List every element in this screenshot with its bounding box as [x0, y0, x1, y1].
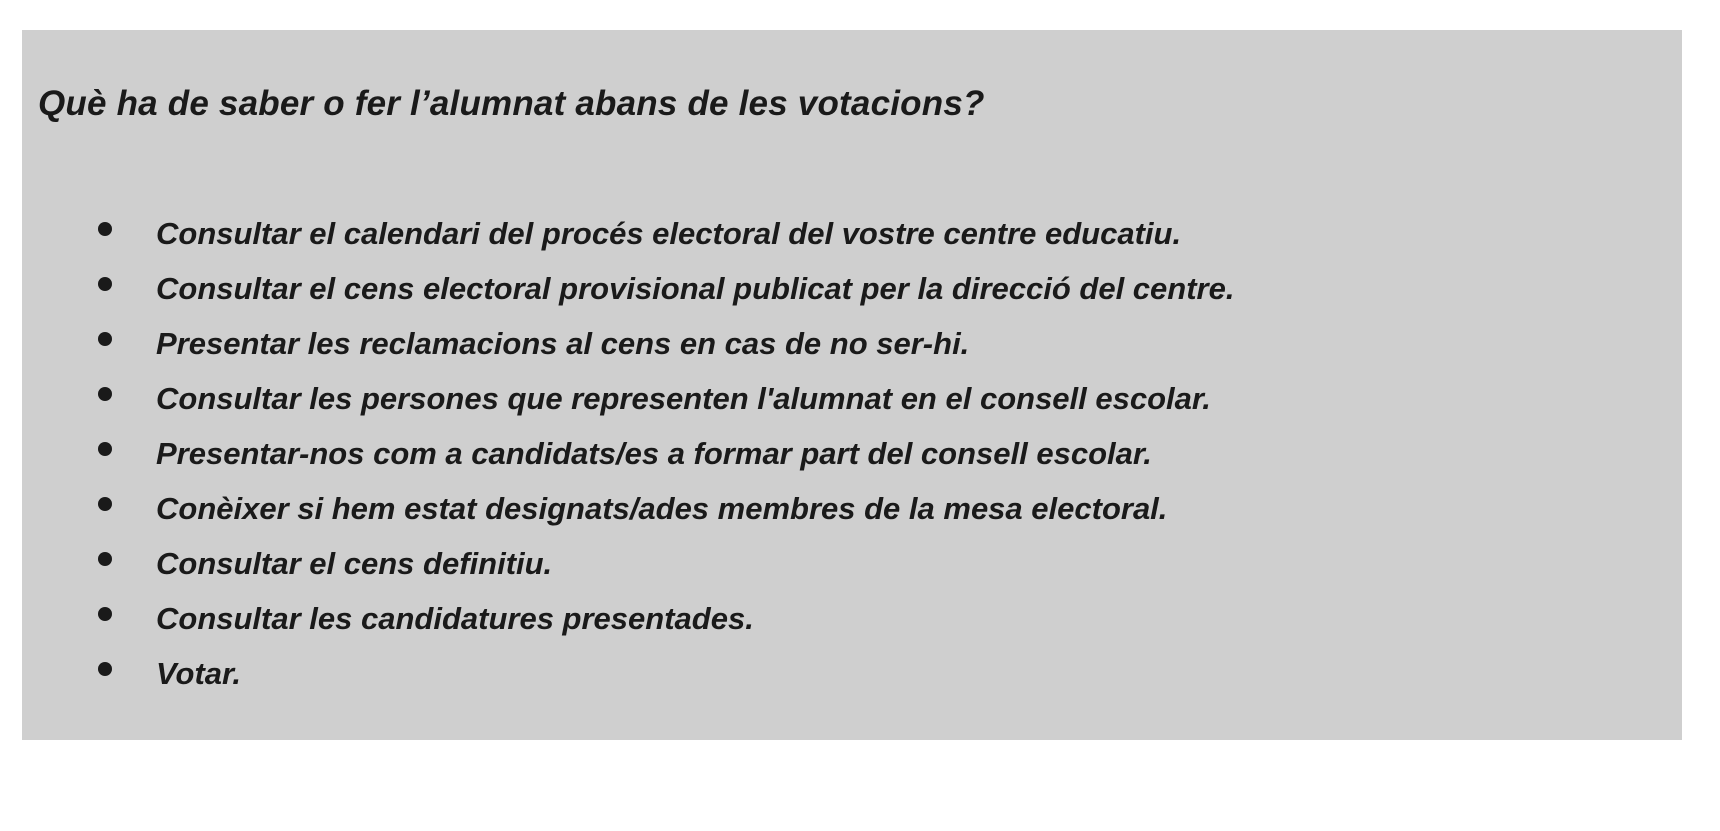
bullet-dot-icon — [98, 497, 112, 511]
bullet-dot-icon — [98, 662, 112, 676]
bullet-dot-icon — [98, 222, 112, 236]
list-item-label: Consultar el cens definitiu. — [156, 546, 553, 581]
bullet-dot-icon — [98, 332, 112, 346]
list-item-label: Consultar les persones que representen l'alumnat en el consell escolar. — [156, 381, 1211, 416]
list-item — [98, 381, 1234, 436]
list-item — [98, 601, 1234, 656]
list-item — [98, 436, 1234, 491]
list-item-label: Presentar les reclamacions al cens en cas de no ser-hi. — [156, 326, 970, 361]
list-item — [98, 491, 1234, 546]
bullet-dot-icon — [98, 277, 112, 291]
bullet-dot-icon — [98, 387, 112, 401]
bullet-dot-icon — [98, 607, 112, 621]
list-item-label: Presentar-nos com a candidats/es a formar part del consell escolar. — [156, 436, 1152, 471]
list-item-label: Consultar les candidatures presentades. — [156, 601, 754, 636]
slide-panel — [22, 30, 1682, 740]
bullet-list — [98, 216, 1234, 711]
list-item-label: Conèixer si hem estat designats/ades membres de la mesa electoral. — [156, 491, 1168, 526]
list-item-label: Consultar el cens electoral provisional publicat per la direcció del centre. — [156, 271, 1235, 306]
list-item — [98, 656, 1234, 711]
bullet-dot-icon — [98, 442, 112, 456]
list-item-label: Consultar el calendari del procés electoral del vostre centre educatiu. — [156, 216, 1182, 251]
list-item — [98, 271, 1234, 326]
bullet-dot-icon — [98, 552, 112, 566]
list-item — [98, 546, 1234, 601]
page-title: Què ha de saber o fer l’alumnat abans de les votacions? — [38, 84, 985, 123]
list-item — [98, 216, 1234, 271]
list-item — [98, 326, 1234, 381]
list-item-label: Votar. — [156, 656, 241, 691]
